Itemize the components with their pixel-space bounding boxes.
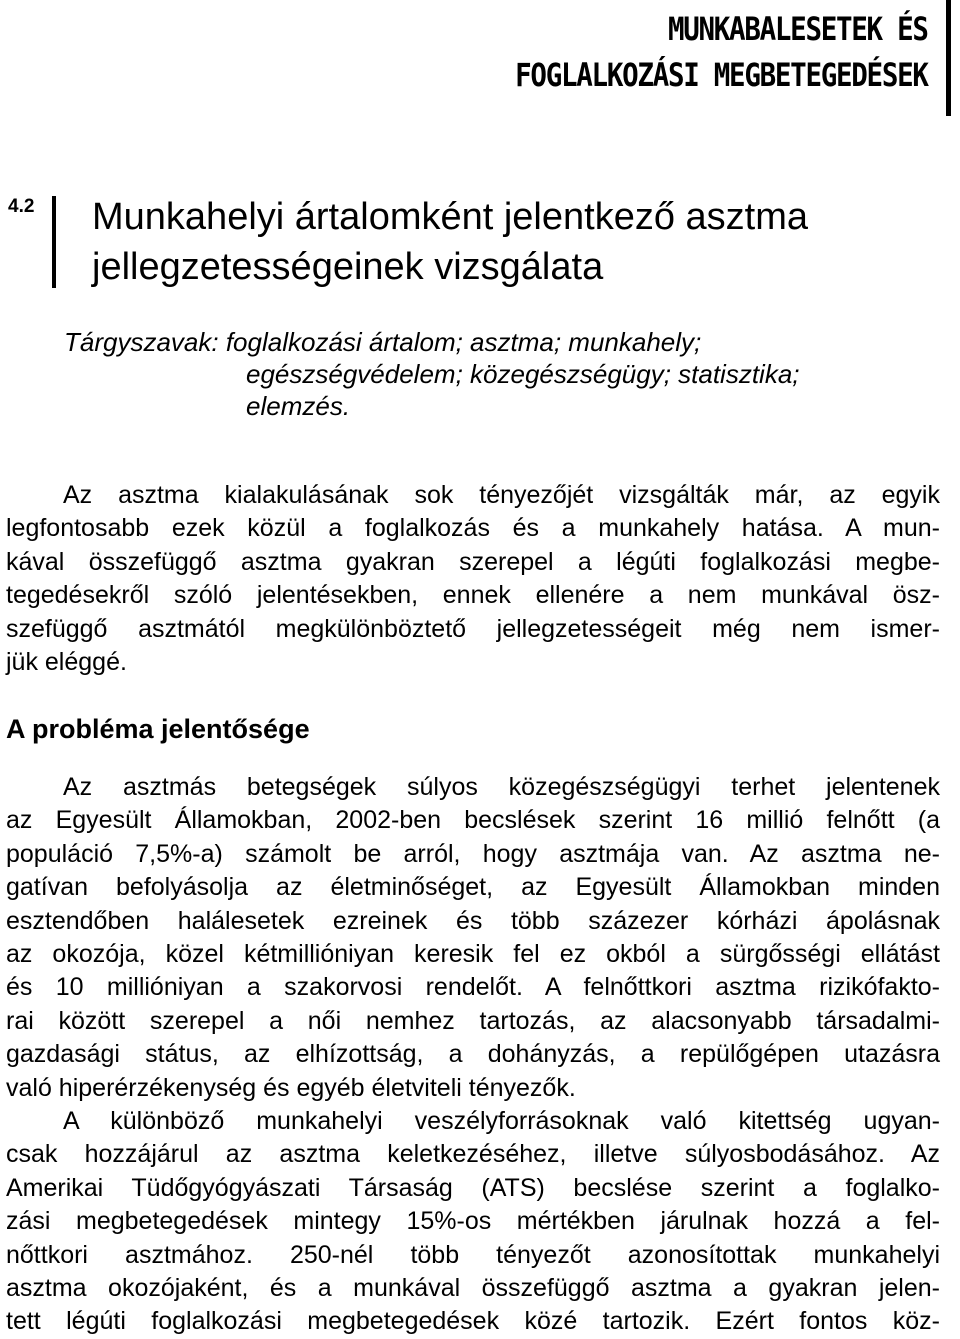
keywords bbox=[64, 326, 944, 422]
header-title-line2: FOGLALKOZÁSI MEGBETEGEDÉSEK bbox=[515, 56, 928, 94]
intro-line: tegedésekről szóló jelentésekben, ennek ellenére a nem munkával ösz- bbox=[6, 581, 940, 610]
body-line: esztendőben halálesetek ezreinek és több százezer kórházi ápolásnak bbox=[6, 906, 940, 935]
body-line: az okozója, közel kétmillióniyan keresik fel ez okból a sürgősségi ellátást bbox=[6, 940, 940, 969]
body-line: való hiperérzékenység és egyéb életviteli tényezők. bbox=[6, 1073, 576, 1102]
body-line: rai között szerepel a női nemhez tartozás, az alacsonyabb társadalmi- bbox=[6, 1006, 940, 1035]
intro-line: jük eléggé. bbox=[6, 648, 127, 677]
body-line: gazdasági státus, az elhízottság, a dohányzás, a repülőgépen utazásra bbox=[6, 1040, 940, 1069]
body-line: gatívan befolyásolja az életminőséget, az Egyesült Államokban minden bbox=[6, 873, 940, 902]
section-rule bbox=[52, 196, 56, 288]
keywords-line3: elemzés. bbox=[246, 391, 351, 421]
body-line: tett légúti foglalkozási megbetegedések közé tartozik. Ezért fontos köz- bbox=[6, 1307, 940, 1336]
section-title-line2: jellegzetességeinek vizsgálata bbox=[92, 246, 604, 288]
keywords-line1: Tárgyszavak: foglalkozási ártalom; asztma; munkahely; bbox=[64, 327, 702, 357]
body-line: az Egyesült Államokban, 2002-ben becslések szerint 16 millió felnőtt (a bbox=[6, 806, 940, 835]
intro-paragraph bbox=[6, 479, 940, 679]
running-header bbox=[515, 6, 928, 98]
section-title-line1: Munkahelyi ártalomként jelentkező asztma bbox=[92, 196, 809, 238]
header-title-line1: MUNKABALESETEK ÉS bbox=[668, 10, 928, 48]
body-line: populáció 7,5%-a) számolt be arról, hogy asztmája van. Az asztma ne- bbox=[6, 839, 940, 868]
intro-line: kával összefüggő asztma gyakran szerepel a légúti foglalkozási megbe- bbox=[6, 547, 940, 576]
subheading: A probléma jelentősége bbox=[6, 714, 310, 744]
body-line: A különböző munkahelyi veszélyforrásoknak való kitettség ugyan- bbox=[63, 1107, 940, 1135]
keywords-line2: egészségvédelem; közegészségügy; statisztika; bbox=[246, 359, 800, 389]
intro-line: szefüggő asztmától megkülönböztető jellegzetességeit még nem ismer- bbox=[6, 614, 940, 643]
section-title bbox=[92, 192, 952, 292]
body-line: zási megbetegedések mintegy 15%-os mértékben járulnak hozzá a fel- bbox=[6, 1207, 940, 1236]
body-line: és 10 millióniyan a szakorvosi rendelőt. A felnőttkori asztma rizikófakto- bbox=[6, 973, 940, 1002]
body-line: asztma okozójaként, és a munkával összefüggő asztma a gyakran jelen- bbox=[6, 1274, 940, 1303]
section-number: 4.2 bbox=[8, 196, 35, 217]
body-line: Az asztmás betegségek súlyos közegészségügyi terhet jelentenek bbox=[63, 773, 940, 801]
header-rule bbox=[946, 0, 951, 116]
body-paragraph-2 bbox=[6, 1105, 940, 1339]
intro-line: Az asztma kialakulásának sok tényezőjét vizsgálták már, az egyik bbox=[63, 481, 940, 509]
intro-line: legfontosabb ezek közül a foglalkozás és a munkahely hatása. A mun- bbox=[6, 514, 940, 543]
body-line: csak hozzájárul az asztma keletkezéséhez, illetve súlyosbodásához. Az bbox=[6, 1140, 940, 1169]
body-line: Amerikai Tüdőgyógyászati Társaság (ATS) becslése szerint a foglalko- bbox=[6, 1173, 940, 1202]
body-paragraph-1 bbox=[6, 771, 940, 1105]
body-line: nőttkori asztmához. 250-nél több tényezőt azonosítottak munkahelyi bbox=[6, 1240, 940, 1269]
